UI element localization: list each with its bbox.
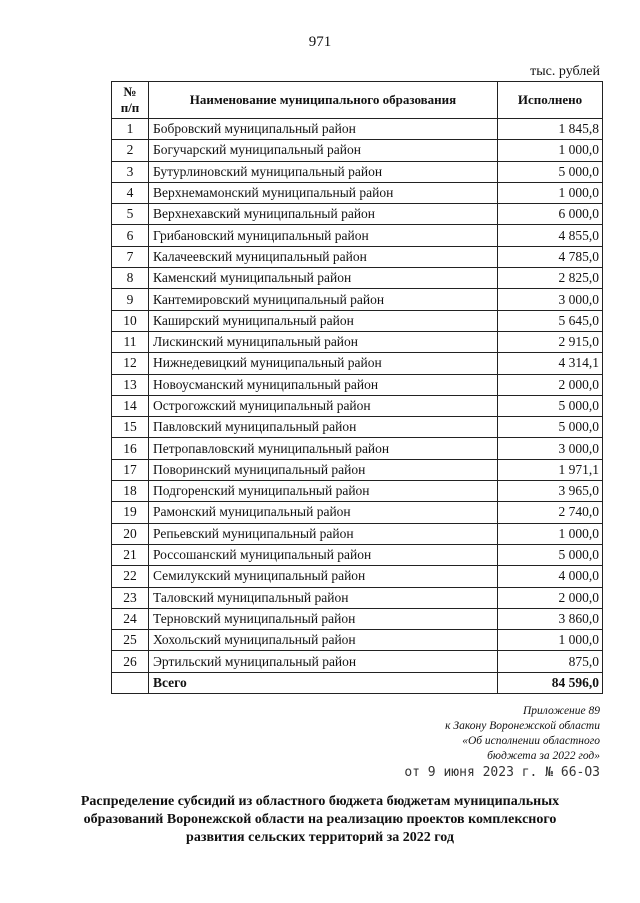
row-number: 1 <box>112 119 149 140</box>
row-number: 12 <box>112 353 149 374</box>
row-number: 26 <box>112 651 149 672</box>
row-value: 5 000,0 <box>498 395 603 416</box>
row-number: 3 <box>112 161 149 182</box>
row-name: Петропавловский муниципальный район <box>149 438 498 459</box>
table-row <box>112 225 603 246</box>
subsidy-table <box>111 81 603 694</box>
row-name: Лискинский муниципальный район <box>149 331 498 352</box>
row-name: Поворинский муниципальный район <box>149 459 498 480</box>
header-number <box>112 82 149 119</box>
row-name: Хохольский муниципальный район <box>149 630 498 651</box>
table-row <box>112 608 603 629</box>
row-name: Подгоренский муниципальный район <box>149 481 498 502</box>
row-value: 6 000,0 <box>498 204 603 225</box>
table-row <box>112 268 603 289</box>
table-row <box>112 438 603 459</box>
row-number: 22 <box>112 566 149 587</box>
row-value: 1 000,0 <box>498 182 603 203</box>
table-row <box>112 161 603 182</box>
row-name: Бобровский муниципальный район <box>149 119 498 140</box>
row-value: 2 915,0 <box>498 331 603 352</box>
table-row <box>112 523 603 544</box>
row-number: 18 <box>112 481 149 502</box>
row-number: 25 <box>112 630 149 651</box>
table-row <box>112 459 603 480</box>
row-name: Рамонский муниципальный район <box>149 502 498 523</box>
row-value: 3 860,0 <box>498 608 603 629</box>
row-value: 5 000,0 <box>498 417 603 438</box>
table-header-row <box>112 82 603 119</box>
row-value: 875,0 <box>498 651 603 672</box>
table-row <box>112 310 603 331</box>
row-value: 4 000,0 <box>498 566 603 587</box>
row-number: 7 <box>112 246 149 267</box>
row-name: Каширский муниципальный район <box>149 310 498 331</box>
row-number: 10 <box>112 310 149 331</box>
table-row <box>112 246 603 267</box>
row-name: Кантемировский муниципальный район <box>149 289 498 310</box>
row-value: 4 855,0 <box>498 225 603 246</box>
row-name: Верхнемамонский муниципальный район <box>149 182 498 203</box>
row-name: Богучарский муниципальный район <box>149 140 498 161</box>
row-value: 4 785,0 <box>498 246 603 267</box>
row-name: Верхнехавский муниципальный район <box>149 204 498 225</box>
table-row <box>112 331 603 352</box>
appendix-note <box>340 704 600 764</box>
row-number: 16 <box>112 438 149 459</box>
total-number-cell <box>112 672 149 693</box>
table-row <box>112 374 603 395</box>
header-value: Исполнено <box>498 82 603 119</box>
row-value: 5 000,0 <box>498 161 603 182</box>
row-value: 3 965,0 <box>498 481 603 502</box>
row-name: Россошанский муниципальный район <box>149 544 498 565</box>
row-name: Бутурлиновский муниципальный район <box>149 161 498 182</box>
row-number: 2 <box>112 140 149 161</box>
document-heading: Распределение субсидий из областного бюджета бюджетам муниципальных образований Воронежской области на реализацию проектов комплексного развития сельских территорий за 2022 год <box>80 794 560 845</box>
row-value: 1 000,0 <box>498 630 603 651</box>
table-row <box>112 630 603 651</box>
row-number: 8 <box>112 268 149 289</box>
row-name: Таловский муниципальный район <box>149 587 498 608</box>
total-label: Всего <box>149 672 498 693</box>
table-row <box>112 119 603 140</box>
row-value: 2 000,0 <box>498 587 603 608</box>
row-number: 4 <box>112 182 149 203</box>
table-row <box>112 182 603 203</box>
row-number: 19 <box>112 502 149 523</box>
row-name: Новоусманский муниципальный район <box>149 374 498 395</box>
row-number: 9 <box>112 289 149 310</box>
row-number: 13 <box>112 374 149 395</box>
table-row <box>112 353 603 374</box>
row-value: 5 000,0 <box>498 544 603 565</box>
appendix-line-1: Приложение 89 <box>522 705 600 717</box>
table-row <box>112 481 603 502</box>
row-number: 6 <box>112 225 149 246</box>
table-row <box>112 395 603 416</box>
row-value: 3 000,0 <box>498 289 603 310</box>
row-value: 1 000,0 <box>498 523 603 544</box>
row-name: Павловский муниципальный район <box>149 417 498 438</box>
row-name: Острогожский муниципальный район <box>149 395 498 416</box>
row-value: 2 740,0 <box>498 502 603 523</box>
row-value: 3 000,0 <box>498 438 603 459</box>
appendix-line-3: «Об исполнении областного <box>462 735 600 747</box>
page-number: 971 <box>308 34 332 50</box>
row-number: 23 <box>112 587 149 608</box>
row-number: 15 <box>112 417 149 438</box>
row-name: Репьевский муниципальный район <box>149 523 498 544</box>
row-number: 20 <box>112 523 149 544</box>
row-name: Семилукский муниципальный район <box>149 566 498 587</box>
row-name: Каменский муниципальный район <box>149 268 498 289</box>
table-row <box>112 587 603 608</box>
total-value: 84 596,0 <box>498 672 603 693</box>
table-row <box>112 566 603 587</box>
row-value: 1 000,0 <box>498 140 603 161</box>
row-number: 11 <box>112 331 149 352</box>
units-label: тыс. рублей <box>530 64 600 79</box>
row-number: 14 <box>112 395 149 416</box>
law-reference: от 9 июня 2023 г. № 66-ОЗ <box>404 765 600 780</box>
row-name: Эртильский муниципальный район <box>149 651 498 672</box>
row-number: 21 <box>112 544 149 565</box>
table-row <box>112 544 603 565</box>
total-row <box>112 672 603 693</box>
row-value: 1 845,8 <box>498 119 603 140</box>
row-number: 17 <box>112 459 149 480</box>
table-row <box>112 502 603 523</box>
row-value: 1 971,1 <box>498 459 603 480</box>
row-value: 2 000,0 <box>498 374 603 395</box>
table-row <box>112 140 603 161</box>
header-name: Наименование муниципального образования <box>149 82 498 119</box>
row-name: Грибановский муниципальный район <box>149 225 498 246</box>
appendix-line-2: к Закону Воронежской области <box>445 720 600 732</box>
row-value: 2 825,0 <box>498 268 603 289</box>
row-name: Терновский муниципальный район <box>149 608 498 629</box>
header-number-label: № п/п <box>120 84 140 115</box>
row-number: 24 <box>112 608 149 629</box>
table-row <box>112 417 603 438</box>
table-row <box>112 651 603 672</box>
row-name: Калачеевский муниципальный район <box>149 246 498 267</box>
table-row <box>112 204 603 225</box>
row-value: 5 645,0 <box>498 310 603 331</box>
row-value: 4 314,1 <box>498 353 603 374</box>
row-name: Нижнедевицкий муниципальный район <box>149 353 498 374</box>
table-row <box>112 289 603 310</box>
row-number: 5 <box>112 204 149 225</box>
appendix-line-4: бюджета за 2022 год» <box>487 750 600 762</box>
